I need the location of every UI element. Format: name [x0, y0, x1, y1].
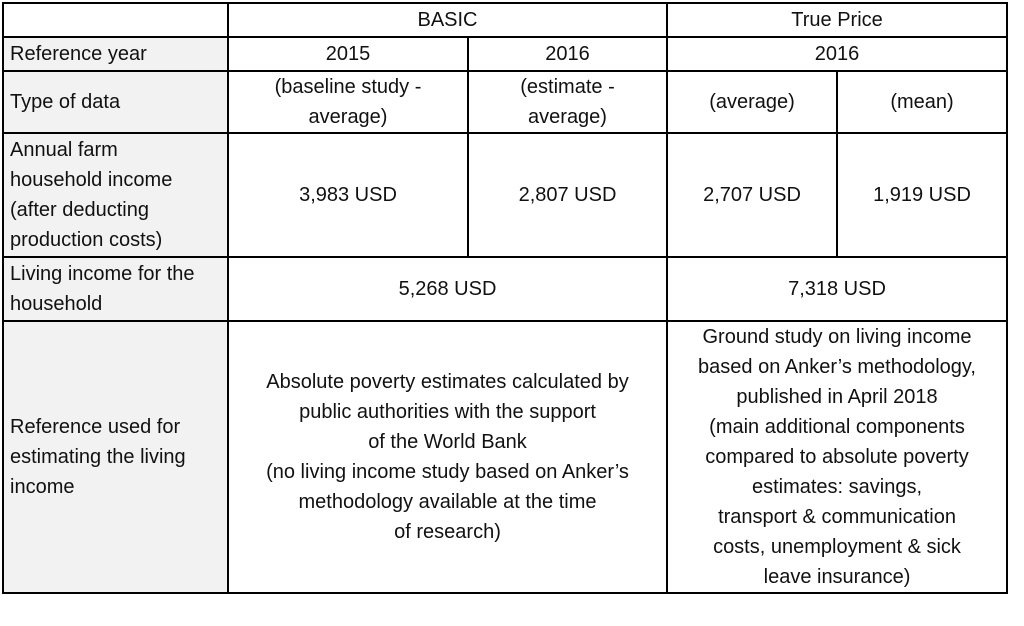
living-income-label-line-2: household — [10, 293, 103, 315]
true-price-reference-line-5: compared to absolute poverty — [705, 446, 969, 468]
true-price-reference-line-4: (main additional components — [709, 416, 965, 438]
reference-used-label — [3, 321, 228, 593]
basic-2016-type-line-1: (estimate - — [520, 76, 615, 98]
true-price-reference-line-8: costs, unemployment & sick — [713, 536, 961, 558]
basic-2015-type-line-2: average) — [308, 106, 388, 128]
reference-used-row — [3, 321, 1007, 593]
true-price-reference-line-6: estimates: savings, — [751, 476, 923, 498]
annual-income-label — [3, 133, 228, 257]
true-price-living-income: 7,318 USD — [667, 257, 1007, 321]
reference-used-label-line-1: Reference used for — [10, 416, 181, 438]
true-price-reference-line-7: transport & communication — [718, 506, 956, 528]
basic-reference-line-6: of research) — [394, 521, 501, 543]
basic-living-income: 5,268 USD — [228, 257, 667, 321]
basic-2016-year: 2016 — [468, 37, 667, 71]
reference-year-label: Reference year — [3, 37, 228, 71]
basic-reference-text — [228, 321, 667, 593]
header-row — [3, 3, 1007, 37]
basic-2015-income: 3,983 USD — [228, 133, 468, 257]
annual-income-label-line-1: Annual farm — [10, 139, 118, 161]
living-income-row — [3, 257, 1007, 321]
true-price-reference-line-9: leave insurance) — [763, 566, 911, 588]
annual-income-label-line-3: (after deducting — [10, 199, 149, 221]
type-of-data-label: Type of data — [3, 71, 228, 133]
annual-income-label-line-2: household income — [10, 169, 173, 191]
basic-2015-year: 2015 — [228, 37, 468, 71]
true-price-2016-year: 2016 — [667, 37, 1007, 71]
income-comparison-table — [2, 2, 1008, 594]
basic-header: BASIC — [228, 3, 667, 37]
type-of-data-row — [3, 71, 1007, 133]
true-price-header: True Price — [667, 3, 1007, 37]
true-price-reference-line-2: based on Anker’s methodology, — [698, 356, 976, 378]
basic-reference-line-3: of the World Bank — [368, 431, 527, 453]
reference-used-label-line-2: estimating the living — [10, 446, 186, 468]
true-price-average-type: (average) — [667, 71, 837, 133]
living-income-label — [3, 257, 228, 321]
basic-reference-line-2: public authorities with the support — [299, 401, 596, 423]
reference-used-label-line-3: income — [10, 476, 75, 498]
basic-reference-line-1: Absolute poverty estimates calculated by — [266, 371, 629, 393]
annual-income-row — [3, 133, 1007, 257]
true-price-reference-line-3: published in April 2018 — [736, 386, 938, 408]
reference-year-row — [3, 37, 1007, 71]
corner-cell — [3, 3, 228, 37]
basic-2016-income: 2,807 USD — [468, 133, 667, 257]
basic-2016-type — [468, 71, 667, 133]
basic-reference-line-5: methodology available at the time — [298, 491, 597, 513]
basic-reference-line-4: (no living income study based on Anker’s — [266, 461, 629, 483]
true-price-reference-text — [667, 321, 1007, 593]
annual-income-label-line-4: production costs) — [10, 229, 163, 251]
basic-2015-type — [228, 71, 468, 133]
true-price-mean-income: 1,919 USD — [837, 133, 1007, 257]
basic-2016-type-line-2: average) — [528, 106, 607, 128]
true-price-reference-line-1: Ground study on living income — [702, 326, 972, 348]
basic-2015-type-line-1: (baseline study - — [274, 76, 422, 98]
true-price-average-income: 2,707 USD — [667, 133, 837, 257]
living-income-label-line-1: Living income for the — [10, 263, 195, 285]
true-price-mean-type: (mean) — [837, 71, 1007, 133]
